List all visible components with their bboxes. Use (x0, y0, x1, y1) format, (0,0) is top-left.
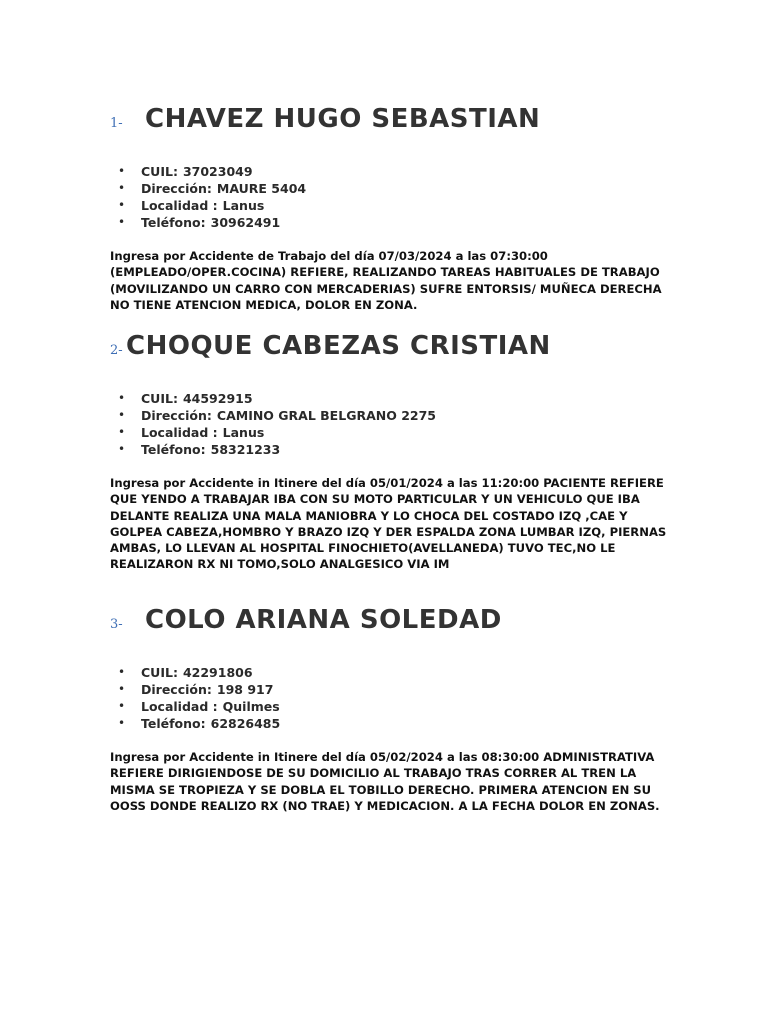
field-value: 62826485 (210, 716, 281, 731)
field-label: CUIL: (141, 665, 178, 680)
bullet-icon: • (118, 181, 126, 195)
field-label: Dirección: (141, 408, 212, 423)
info-item-direccion (110, 180, 670, 197)
record-heading (110, 104, 670, 144)
info-item-cuil (110, 163, 670, 180)
person-name: COLO ARIANA SOLEDAD (145, 605, 502, 635)
field-value: 42291806 (182, 665, 253, 680)
info-item-telefono (110, 441, 670, 458)
person-name: CHOQUE CABEZAS CRISTIAN (126, 331, 551, 361)
field-label: Dirección: (141, 682, 212, 697)
record-number: 2- (110, 343, 123, 358)
field-label: Teléfono: (141, 716, 206, 731)
field-value: 44592915 (182, 391, 253, 406)
field-value: Quilmes (222, 699, 280, 714)
field-label: Teléfono: (141, 215, 206, 230)
info-item-localidad (110, 197, 670, 214)
field-label: Localidad : (141, 425, 218, 440)
record-heading (110, 605, 670, 645)
info-item-localidad (110, 424, 670, 441)
field-label: Localidad : (141, 198, 218, 213)
accident-description: Ingresa por Accidente de Trabajo del día 07/03/2024 a las 07:30:00 (EMPLEADO/OPER.COCINA) REFIERE, REALIZANDO TAREAS HABITUALES DE TRABAJO (MOVILIZANDO UN CARRO CON MERCADERIAS) SUFRE ENTORSIS/ MUÑECA DERECHA NO TIENE ATENCION MEDICA, DOLOR EN ZONA. (110, 249, 662, 312)
info-list (110, 664, 670, 732)
person-name: CHAVEZ HUGO SEBASTIAN (145, 104, 541, 134)
record-number: 1- (110, 116, 123, 131)
bullet-icon: • (118, 425, 126, 439)
bullet-icon: • (118, 716, 126, 730)
info-item-telefono (110, 715, 670, 732)
field-label: CUIL: (141, 391, 178, 406)
info-item-cuil (110, 664, 670, 681)
record-heading (110, 331, 670, 371)
field-label: Localidad : (141, 699, 218, 714)
bullet-icon: • (118, 215, 126, 229)
info-item-cuil (110, 390, 670, 407)
info-item-direccion (110, 407, 670, 424)
field-value: 37023049 (182, 164, 253, 179)
accident-description: Ingresa por Accidente in Itinere del día 05/02/2024 a las 08:30:00 ADMINISTRATIVA REFIERE DIRIGIENDOSE DE SU DOMICILIO AL TRABAJO TRAS CORRER AL TREN LA MISMA SE TROPIEZA Y SE DOBLA EL TOBILLO DERECHO. PRIMERA ATENCION EN SU OOSS DONDE REALIZO RX (NO TRAE) Y MEDICACION. A LA FECHA DOLOR EN ZONAS. (110, 750, 660, 813)
info-item-telefono (110, 214, 670, 231)
field-value: 58321233 (210, 442, 281, 457)
field-value: 198 917 (216, 682, 274, 697)
info-list (110, 390, 670, 458)
bullet-icon: • (118, 665, 126, 679)
bullet-icon: • (118, 408, 126, 422)
field-value: 30962491 (210, 215, 281, 230)
bullet-icon: • (118, 699, 126, 713)
field-label: Teléfono: (141, 442, 206, 457)
bullet-icon: • (118, 164, 126, 178)
record-3 (110, 605, 670, 814)
bullet-icon: • (118, 198, 126, 212)
bullet-icon: • (118, 442, 126, 456)
record-2 (110, 331, 670, 573)
bullet-icon: • (118, 391, 126, 405)
field-value: Lanus (222, 425, 265, 440)
info-list (110, 163, 670, 231)
info-item-localidad (110, 698, 670, 715)
accident-description: Ingresa por Accidente in Itinere del día 05/01/2024 a las 11:20:00 PACIENTE REFIERE QUE YENDO A TRABAJAR IBA CON SU MOTO PARTICULAR Y UN VEHICULO QUE IBA DELANTE REALIZA UNA MALA MANIOBRA Y LO CHOCA DEL COSTADO IZQ ,CAE Y GOLPEA CABEZA,HOMBRO Y BRAZO IZQ Y DER ESPALDA ZONA LUMBAR IZQ, PIERNAS AMBAS, LO LLEVAN AL HOSPITAL FINOCHIETO(AVELLANEDA) TUVO TEC,NO LE REALIZARON RX NI TOMO,SOLO ANALGESICO VIA IM (110, 476, 667, 572)
bullet-icon: • (118, 682, 126, 696)
field-value: Lanus (222, 198, 265, 213)
field-label: Dirección: (141, 181, 212, 196)
info-item-direccion (110, 681, 670, 698)
field-value: CAMINO GRAL BELGRANO 2275 (216, 408, 436, 423)
record-number: 3- (110, 617, 123, 632)
field-label: CUIL: (141, 164, 178, 179)
record-1 (110, 104, 670, 313)
field-value: MAURE 5404 (216, 181, 307, 196)
